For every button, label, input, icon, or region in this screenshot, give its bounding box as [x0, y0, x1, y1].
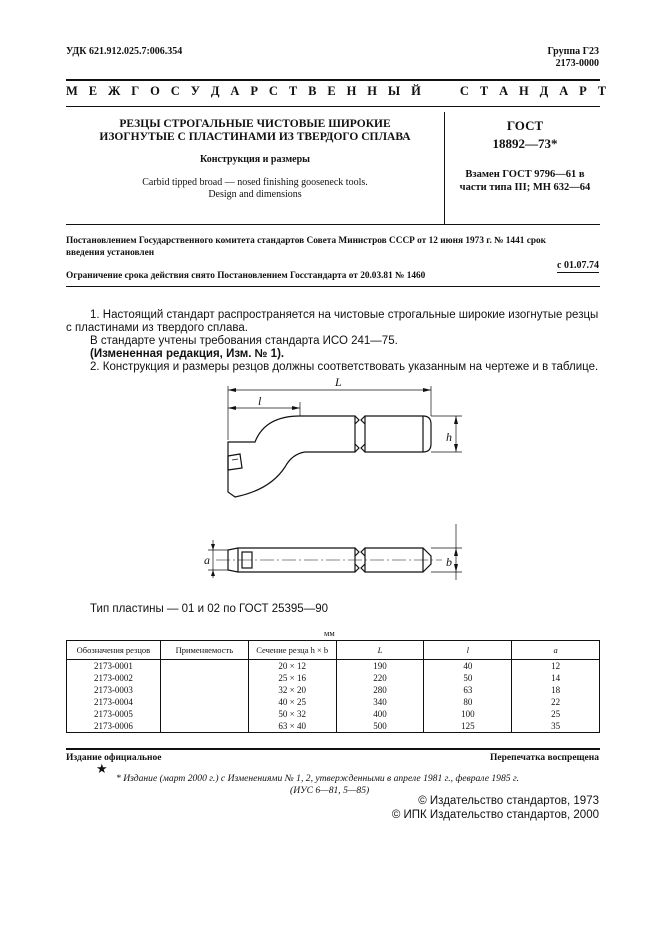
- table-row: [67, 708, 600, 720]
- edition-note-line2: (ИУС 6—81, 5—85): [290, 785, 370, 796]
- cell-applicability: [160, 720, 248, 733]
- cell-L: 500: [336, 720, 424, 733]
- paragraph-1: [66, 309, 600, 374]
- cell-L: 280: [336, 684, 424, 696]
- header-rule-top: [66, 79, 600, 81]
- cell-designation: 2173-0003: [67, 684, 161, 696]
- cell-applicability: [160, 660, 248, 673]
- title-block: [66, 112, 444, 201]
- cell-l: 40: [424, 660, 512, 673]
- title-divider: [444, 112, 445, 224]
- cell-designation: 2173-0006: [67, 720, 161, 733]
- plate-type-note: Тип пластины — 01 и 02 по ГОСТ 25395—90: [90, 603, 328, 615]
- cell-designation: 2173-0002: [67, 672, 161, 684]
- dim-label-a: a: [204, 553, 210, 567]
- replaces-line2: части типа III; МН 632—64: [459, 182, 591, 193]
- cell-a: 22: [512, 696, 600, 708]
- paragraph-2: 2. Конструкция и размеры резцов должны соответствовать указанным на чертеже и в таблице.: [90, 361, 599, 373]
- cell-section: 25 × 16: [248, 672, 336, 684]
- introduction-date: с 01.07.74: [557, 260, 599, 271]
- dimensions-table: [66, 640, 600, 733]
- gost-number: 18892—73*: [492, 136, 558, 151]
- cell-section: 40 × 25: [248, 696, 336, 708]
- cell-section: 63 × 40: [248, 720, 336, 733]
- table-unit: мм: [324, 628, 335, 638]
- cell-L: 340: [336, 696, 424, 708]
- reprint-forbidden: Перепечатка воспрещена: [489, 753, 599, 763]
- copyright-2000: © ИПК Издательство стандартов, 2000: [391, 809, 599, 821]
- header-L: L: [336, 641, 424, 660]
- limit-removed-text: Ограничение срока действия снято Постановлением Госстандарта от 20.03.81 № 1460: [66, 271, 426, 281]
- decree-text-line1: Постановлением Государственного комитета стандартов Совета Министров СССР от 12 июня 1973 г. № 1441 срок: [66, 236, 546, 246]
- cell-a: 18: [512, 684, 600, 696]
- cell-L: 190: [336, 660, 424, 673]
- cell-section: 32 × 20: [248, 684, 336, 696]
- group-label: Группа Г23: [547, 46, 599, 57]
- decree-text-line2: введения установлен: [66, 248, 155, 258]
- dim-label-L: L: [335, 375, 342, 389]
- cell-a: 35: [512, 720, 600, 733]
- paragraph-1-change-note: (Измененная редакция, Изм. № 1).: [90, 348, 285, 360]
- title-ru-line1: РЕЗЦЫ СТРОГАЛЬНЫЕ ЧИСТОВЫЕ ШИРОКИЕ: [119, 118, 391, 130]
- cell-designation: 2173-0001: [67, 660, 161, 673]
- cell-L: 400: [336, 708, 424, 720]
- header-designation: Обозначения резцов: [67, 641, 161, 660]
- header-l: l: [424, 641, 512, 660]
- cell-l: 50: [424, 672, 512, 684]
- cell-l: 63: [424, 684, 512, 696]
- cell-applicability: [160, 684, 248, 696]
- title-en-line2: Design and dimensions: [208, 189, 302, 200]
- cell-applicability: [160, 708, 248, 720]
- cell-applicability: [160, 696, 248, 708]
- cell-section: 20 × 12: [248, 660, 336, 673]
- footer-rule: [66, 748, 600, 750]
- interstate-standard-banner: М Е Ж Г О С У Д А Р С Т В Е Н Н Ы Й С Т А Н Д А Р Т: [66, 84, 610, 98]
- cell-a: 14: [512, 672, 600, 684]
- gost-block: [450, 118, 600, 194]
- cell-L: 220: [336, 672, 424, 684]
- cell-designation: 2173-0005: [67, 708, 161, 720]
- decree-rule-bottom: [66, 286, 600, 287]
- cell-applicability: [160, 672, 248, 684]
- dim-label-b: b: [446, 555, 452, 569]
- paragraph-1-line3: В стандарте учтены требования стандарта ИСО 241—75.: [90, 335, 398, 347]
- header-a: a: [512, 641, 600, 660]
- cell-l: 125: [424, 720, 512, 733]
- dim-label-l: l: [258, 394, 262, 408]
- table-row: [67, 684, 600, 696]
- cell-l: 100: [424, 708, 512, 720]
- title-ru-line2: ИЗОГНУТЫЕ С ПЛАСТИНАМИ ИЗ ТВЕРДОГО СПЛАВА: [99, 131, 411, 143]
- dim-label-h: h: [446, 430, 452, 444]
- group-code: 2173-0000: [555, 58, 599, 69]
- table-row: [67, 696, 600, 708]
- paragraph-1-line1: 1. Настоящий стандарт распространяется на чистовые строгальные широкие изогнутые резцы: [90, 309, 599, 321]
- cell-a: 25: [512, 708, 600, 720]
- header-applicability: Применяемость: [160, 641, 248, 660]
- star-icon: ★: [96, 762, 108, 777]
- tool-drawing: [180, 372, 480, 602]
- cell-l: 80: [424, 696, 512, 708]
- gost-label: ГОСТ: [506, 118, 544, 133]
- cell-section: 50 × 32: [248, 708, 336, 720]
- side-view: [228, 416, 431, 497]
- copyright-1973: © Издательство стандартов, 1973: [418, 795, 599, 807]
- header-section: Сечение резца h × b: [248, 641, 336, 660]
- title-en-line1: Carbid tipped broad — nosed finishing gooseneck tools.: [142, 177, 368, 188]
- cell-a: 12: [512, 660, 600, 673]
- cell-designation: 2173-0004: [67, 696, 161, 708]
- table-header-row: [67, 641, 600, 660]
- replaces-line1: Взамен ГОСТ 9796—61 в: [465, 169, 585, 180]
- table-row: [67, 672, 600, 684]
- udc-code: УДК 621.912.025.7:006.354: [66, 46, 183, 57]
- edition-note-line1: * Издание (март 2000 г.) с Изменениями № 1, 2, утвержденными в апреле 1981 г., феврале 1985 г.: [116, 773, 519, 784]
- official-edition: Издание официальное: [66, 753, 162, 763]
- paragraph-1-line2: с пластинами из твердого сплава.: [66, 322, 248, 334]
- title-rule-bottom: [66, 224, 600, 225]
- header-rule-bottom: [66, 106, 600, 107]
- title-ru-subtitle: Конструкция и размеры: [200, 154, 310, 165]
- table-row: [67, 720, 600, 733]
- table-row: [67, 660, 600, 673]
